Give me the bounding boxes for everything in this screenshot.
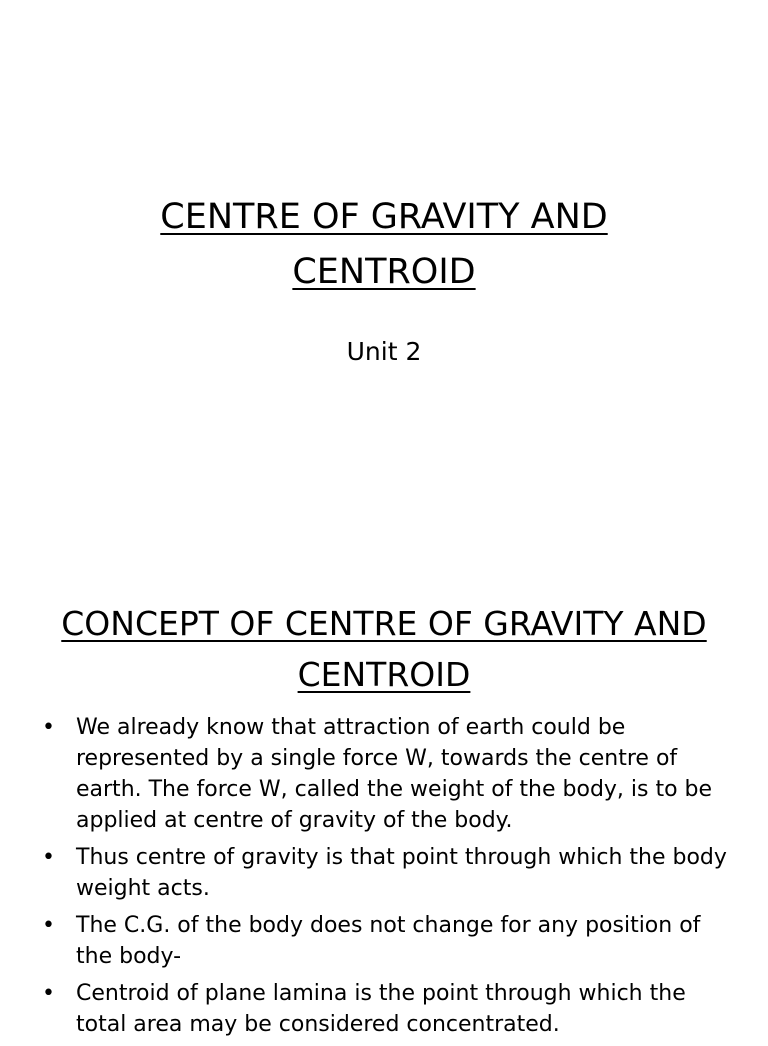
bullet-icon: • bbox=[42, 845, 55, 870]
bullet-text: Thus centre of gravity is that point through which the body weight acts. bbox=[76, 845, 727, 901]
bullet-text: Centroid of plane lamina is the point through which the total area may be considered concentrated. bbox=[76, 981, 686, 1037]
bullet-item bbox=[42, 712, 732, 836]
slide-concept bbox=[0, 576, 768, 1037]
slide-title-line-1: CENTRE OF GRAVITY AND bbox=[160, 197, 608, 237]
bullet-item bbox=[42, 842, 732, 904]
slide-title-line-2: CENTROID bbox=[292, 252, 476, 292]
bullet-icon: • bbox=[42, 913, 55, 938]
concept-heading-line-1: CONCEPT OF CENTRE OF GRAVITY AND bbox=[61, 604, 707, 643]
bullet-icon: • bbox=[42, 715, 55, 740]
slide-title-heading bbox=[0, 190, 768, 300]
bullet-item bbox=[42, 910, 732, 972]
bullet-text: We already know that attraction of earth could be represented by a single force W, towards the centre of earth. The force W, called the weight of the body, is to be applied at centre of gravity of the body. bbox=[76, 715, 713, 833]
bullet-item bbox=[42, 978, 732, 1040]
concept-bullet-list bbox=[42, 712, 732, 1046]
bullet-text: The C.G. of the body does not change for any position of the body- bbox=[76, 913, 701, 969]
concept-heading-line-2: CENTROID bbox=[297, 655, 471, 694]
bullet-icon: • bbox=[42, 981, 55, 1006]
concept-heading bbox=[10, 598, 758, 700]
slide-subtitle: Unit 2 bbox=[346, 337, 422, 366]
